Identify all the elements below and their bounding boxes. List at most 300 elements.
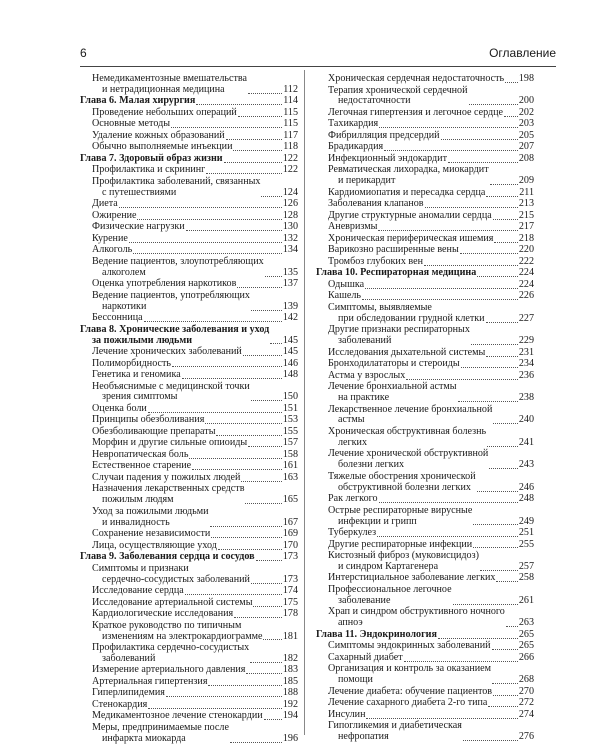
toc-page-number: 134: [282, 244, 298, 256]
toc-entry: [80, 484, 298, 506]
toc-entry-title: [92, 609, 233, 620]
toc-entry: [80, 142, 298, 153]
toc-entry-title-line: Хроническая сердечная недостаточность: [328, 73, 505, 84]
toc-entry: [80, 438, 298, 449]
toc-entry-title-line: Тяжелые обострения хронической: [328, 470, 476, 482]
toc-entry-title-line: обструктивной болезни легких: [338, 481, 471, 493]
toc-entry: [316, 359, 534, 370]
toc-leader-dots: [378, 230, 517, 231]
toc-entry: [80, 108, 298, 119]
toc-entry-title-line: Бронходилататоры и стероиды: [328, 358, 460, 370]
toc-page-number: 229: [518, 335, 534, 347]
toc-leader-dots: [473, 547, 518, 548]
toc-page-number: 231: [518, 346, 534, 358]
toc-entry-title-line: Профессиональное легочное: [328, 583, 452, 595]
toc-leader-dots: [234, 617, 282, 618]
toc-entry-title-line: Физические нагрузки: [92, 221, 185, 233]
toc-entry-title-line: Обезболивающие препараты: [92, 425, 216, 437]
toc-page-number: 211: [519, 186, 534, 198]
toc-entry-title-line: Исследования дыхательной системы: [328, 346, 486, 358]
toc-page-number: 257: [518, 560, 534, 572]
toc-entry: [80, 404, 298, 415]
toc-entry-title-line: Инфекционный эндокардит: [328, 152, 447, 164]
toc-leader-dots: [226, 139, 283, 140]
toc-page-number: 192: [282, 698, 298, 710]
toc-leader-dots: [250, 662, 282, 663]
toc-entry: [80, 461, 298, 472]
toc-entry-title-line: Другие признаки респираторных: [328, 324, 470, 336]
toc-page-number: 118: [283, 141, 298, 153]
toc-page-number: 274: [518, 708, 534, 720]
toc-page-number: 145: [282, 334, 298, 346]
toc-entry-title: [92, 461, 191, 472]
toc-entry-title-line: Глава 8. Хронические заболевания и уход: [80, 323, 270, 335]
toc-entry-title: [328, 506, 472, 528]
toc-entry-title: [328, 211, 492, 222]
toc-entry-title: [92, 211, 136, 222]
toc-entry-title: [328, 348, 485, 359]
toc-leader-dots: [487, 446, 518, 447]
toc-leader-dots: [166, 696, 282, 697]
toc-page-number: 115: [283, 118, 298, 130]
toc-entry-title-line: Профилактика и скрининг: [92, 164, 206, 176]
toc-entry-title: [328, 291, 361, 302]
toc-entry-title-line: Сохранение независимости: [92, 528, 211, 540]
toc-entry-title-line: легких: [338, 436, 368, 448]
toc-leader-dots: [492, 683, 518, 684]
toc-leader-dots: [211, 537, 282, 538]
toc-entry-title: [92, 450, 188, 461]
toc-entry: [80, 119, 298, 130]
toc-page-number: 169: [282, 528, 298, 540]
toc-page-number: 270: [518, 685, 534, 697]
toc-entry: [80, 370, 298, 381]
toc-entry-title-line: с путешествиями: [102, 186, 177, 198]
toc-page-number: 112: [283, 83, 298, 95]
toc-entry: [80, 665, 298, 676]
toc-entry-title-line: Проведение небольших операций: [92, 106, 237, 118]
toc-entry-title-line: Хроническая обструктивная болезнь: [328, 425, 487, 437]
toc-leader-dots: [133, 253, 282, 254]
toc-page-number: 255: [518, 538, 534, 550]
toc-entry-title: [92, 370, 181, 381]
toc-entry-title: [328, 721, 462, 743]
toc-entry-title-line: Гипогликемия и диабетическая: [328, 720, 462, 732]
toc-entry: [316, 687, 534, 698]
toc-entry-title-line: Легочная гипертензия и легочное сердце: [328, 106, 504, 118]
toc-page-number: 241: [518, 436, 534, 448]
toc-page-number: 185: [282, 675, 298, 687]
toc-leader-dots: [469, 104, 518, 105]
toc-page-number: 205: [518, 129, 534, 141]
toc-entry-title: [316, 630, 437, 641]
toc-entry-title-line: Лечение хронических заболеваний: [92, 346, 242, 358]
toc-entry-title-line: астмы: [338, 414, 365, 426]
toc-entry-title: [92, 586, 184, 597]
toc-page-number: 196: [282, 732, 298, 744]
toc-entry-title-line: Оценка боли: [92, 402, 147, 414]
toc-page-number: 183: [282, 664, 298, 676]
toc-entry: [316, 721, 534, 743]
toc-entry: [316, 222, 534, 233]
toc-entry: [80, 257, 298, 279]
toc-leader-dots: [377, 536, 518, 537]
toc-entry-title-line: Ведение пациентов, злоупотребляющих: [92, 255, 264, 267]
toc-entry-title-line: Измерение артериального давления: [92, 664, 246, 676]
toc-chapter-entry: [80, 154, 298, 165]
toc-page-number: 236: [518, 369, 534, 381]
toc-entry: [316, 234, 534, 245]
toc-entry-title-line: Варикозно расширенные вены: [328, 244, 459, 256]
toc-entry-title: [328, 142, 383, 153]
toc-leader-dots: [493, 423, 518, 424]
toc-leader-dots: [208, 685, 281, 686]
toc-leader-dots: [216, 435, 281, 436]
toc-entry-title: [92, 279, 236, 290]
toc-entry: [316, 472, 534, 494]
toc-entry: [80, 529, 298, 540]
toc-page-number: 142: [282, 312, 298, 324]
toc-entry: [316, 405, 534, 427]
toc-entry: [80, 688, 298, 699]
toc-entry: [316, 325, 534, 347]
toc-entry: [316, 188, 534, 199]
toc-entry-title-line: Случаи падения у пожилых людей: [92, 471, 241, 483]
toc-page-number: 222: [518, 255, 534, 267]
toc-entry-title-line: Фибрилляция предсердий: [328, 129, 440, 141]
toc-entry-title-line: инфаркта миокарда: [102, 732, 186, 744]
toc-entry-title: [328, 653, 403, 664]
toc-leader-dots: [425, 207, 518, 208]
toc-entry-title-line: Брадикардия: [328, 141, 384, 153]
toc-page-number: 165: [282, 494, 298, 506]
toc-page-number: 243: [518, 459, 534, 471]
toc-entry-title-line: Стенокардия: [92, 698, 148, 710]
toc-entry-title-line: Невропатическая боль: [92, 448, 189, 460]
toc-entry-title: [92, 222, 185, 233]
toc-leader-dots: [205, 423, 282, 424]
toc-page-number: 218: [518, 232, 534, 244]
toc-entry: [80, 711, 298, 722]
toc-entry: [316, 257, 534, 268]
toc-page-number: 234: [518, 358, 534, 370]
toc-entry: [80, 199, 298, 210]
toc-page-number: 122: [282, 164, 298, 176]
toc-page-number: 173: [282, 573, 298, 585]
toc-page-number: 268: [518, 674, 534, 686]
toc-entry-title: [328, 687, 492, 698]
toc-entry: [80, 450, 298, 461]
toc-entry-title-line: Лекарственное лечение бронхиальной: [328, 403, 493, 415]
toc-entry: [316, 142, 534, 153]
toc-entry-title-line: заболеваний: [338, 335, 392, 347]
toc-entry-title-line: за пожилыми людьми: [92, 334, 193, 346]
toc-leader-dots: [494, 242, 517, 243]
toc-leader-dots: [245, 503, 281, 504]
toc-page-number: 265: [518, 628, 534, 640]
toc-entry-title: [328, 257, 423, 268]
toc-page-number: 182: [282, 652, 298, 664]
toc-entry: [80, 131, 298, 142]
toc-leader-dots: [441, 139, 518, 140]
toc-page-number: 145: [282, 346, 298, 358]
toc-entry-title: [328, 405, 492, 427]
toc-page-number: 126: [282, 198, 298, 210]
toc-page-number: 226: [518, 290, 534, 302]
toc-leader-dots: [493, 219, 518, 220]
toc-leader-dots: [129, 242, 282, 243]
toc-leader-dots: [137, 219, 281, 220]
toc-entry-title-line: Профилактика заболеваний, связанных: [92, 175, 261, 187]
toc-page-number: 173: [282, 551, 298, 563]
toc-entry-title-line: Меры, предпринимаемые после: [92, 721, 229, 733]
toc-leader-dots: [473, 524, 518, 525]
toc-entry: [316, 154, 534, 165]
toc-leader-dots: [224, 162, 282, 163]
toc-entry-title-line: Рак легкого: [328, 493, 378, 505]
toc-entry-title-line: Основные методы: [92, 118, 170, 130]
toc-leader-dots: [263, 639, 281, 640]
toc-leader-dots: [251, 583, 282, 584]
toc-leader-dots: [192, 469, 282, 470]
toc-page-number: 263: [518, 617, 534, 629]
toc-leader-dots: [261, 196, 281, 197]
toc-entry-title: [328, 698, 487, 709]
toc-entry: [80, 700, 298, 711]
toc-left-column: [80, 74, 298, 745]
toc-entry-title-line: сердечно-сосудистых заболеваний: [102, 573, 250, 585]
toc-page-number: 213: [518, 198, 534, 210]
toc-leader-dots: [248, 93, 282, 94]
toc-entry-title-line: Инсулин: [328, 708, 366, 720]
toc-leader-dots: [362, 299, 518, 300]
toc-leader-dots: [496, 581, 517, 582]
toc-entry-title-line: Полиморбидность: [92, 357, 171, 369]
toc-page-number: 224: [518, 267, 534, 279]
toc-entry-title-line: зрения симптомы: [102, 391, 178, 403]
toc-entry: [316, 165, 534, 187]
toc-leader-dots: [144, 321, 282, 322]
toc-entry-title: [92, 108, 237, 119]
toc-entry-title: [80, 96, 195, 107]
toc-entry-title-line: Организация и контроль за оказанием: [328, 663, 492, 675]
toc-entry-title: [328, 131, 440, 142]
toc-entry-title-line: Назначения лекарственных средств: [92, 483, 245, 495]
toc-entry-title: [80, 154, 223, 165]
toc-entry: [80, 222, 298, 233]
toc-entry-title: [92, 665, 245, 676]
toc-entry-title-line: Алкоголь: [92, 244, 133, 256]
toc-page-number: 258: [518, 572, 534, 584]
toc-entry-title: [92, 529, 210, 540]
toc-entry-title-line: Другие респираторные инфекции: [328, 538, 473, 550]
toc-entry: [80, 359, 298, 370]
toc-leader-dots: [489, 468, 518, 469]
toc-entry-title-line: Бессонница: [92, 312, 143, 324]
toc-entry-title: [328, 245, 459, 256]
toc-page-number: 128: [282, 209, 298, 221]
toc-entry-title: [328, 540, 472, 551]
toc-entry-title-line: Глава 11. Эндокринология: [316, 628, 437, 640]
toc-page-number: 220: [518, 244, 534, 256]
toc-chapter-entry: [316, 630, 534, 641]
toc-entry-title: [92, 382, 250, 404]
toc-entry-title: [328, 528, 376, 539]
toc-page-number: 137: [282, 278, 298, 290]
toc-entry-title-line: и перикардит: [338, 175, 396, 187]
toc-entry: [316, 573, 534, 584]
toc-entry-title-line: Лечение диабета: обучение пациентов: [328, 685, 493, 697]
toc-leader-dots: [206, 173, 282, 174]
toc-entry-title-line: Профилактика сердечно-сосудистых: [92, 642, 250, 654]
toc-entry-title: [92, 234, 128, 245]
toc-leader-dots: [424, 265, 518, 266]
toc-leader-dots: [453, 604, 518, 605]
toc-entry: [80, 234, 298, 245]
toc-page-number: 150: [282, 391, 298, 403]
toc-entry-title-line: Исследование сердца: [92, 585, 184, 597]
page-number: 6: [80, 46, 87, 60]
toc-entry: [316, 211, 534, 222]
toc-entry-title-line: помощи: [338, 674, 373, 686]
toc-entry-title-line: Лечение сахарного диабета 2-го типа: [328, 697, 488, 709]
toc-entry-title-line: Удаление кожных образований: [92, 129, 225, 141]
toc-right-column: [316, 74, 534, 744]
toc-entry-title: [92, 119, 170, 130]
toc-page-number: 146: [282, 357, 298, 369]
toc-entry: [316, 119, 534, 130]
toc-entry-title-line: Глава 10. Респираторная медицина: [316, 267, 477, 279]
toc-leader-dots: [404, 661, 518, 662]
toc-leader-dots: [171, 127, 282, 128]
toc-entry: [316, 528, 534, 539]
toc-entry: [80, 621, 298, 643]
toc-page-number: 170: [282, 539, 298, 551]
toc-entry-title-line: Аневризмы: [328, 221, 378, 233]
toc-page-number: 158: [282, 448, 298, 460]
toc-leader-dots: [248, 446, 282, 447]
toc-leader-dots: [210, 526, 282, 527]
toc-entry-title-line: Диета: [92, 198, 118, 210]
toc-entry-title: [92, 199, 118, 210]
toc-entry: [316, 607, 534, 629]
toc-leader-dots: [218, 549, 282, 550]
toc-page-number: 248: [518, 493, 534, 505]
toc-page-number: 238: [518, 392, 534, 404]
toc-entry: [80, 415, 298, 426]
toc-entry-title: [316, 268, 476, 279]
toc-entry-title-line: болезни легких: [338, 459, 405, 471]
toc-entry: [316, 551, 534, 573]
toc-entry-title: [92, 74, 247, 96]
toc-entry-title: [92, 359, 171, 370]
toc-entry-title-line: Симптомы и признаки: [92, 562, 189, 574]
toc-entry-title: [92, 347, 242, 358]
toc-entry: [316, 641, 534, 652]
toc-leader-dots: [448, 162, 518, 163]
toc-entry: [80, 723, 298, 745]
toc-entry-title: [328, 427, 486, 449]
toc-leader-dots: [251, 400, 282, 401]
toc-entry-title: [92, 473, 240, 484]
toc-chapter-entry: [80, 96, 298, 107]
toc-entry: [80, 507, 298, 529]
toc-entry-title-line: Ожирение: [92, 209, 137, 221]
toc-entry-title: [80, 552, 255, 563]
toc-entry-title-line: наркотики: [102, 300, 147, 312]
toc-leader-dots: [148, 708, 282, 709]
toc-page-number: 261: [518, 594, 534, 606]
toc-leader-dots: [185, 594, 282, 595]
toc-entry-title-line: нефропатия: [338, 731, 389, 743]
toc-entry-title: [328, 325, 470, 347]
toc-entry-title-line: Заболевания клапанов: [328, 198, 424, 210]
toc-page-number: 178: [282, 608, 298, 620]
toc-leader-dots: [463, 740, 518, 741]
toc-entry-title-line: Принципы обезболивания: [92, 414, 205, 426]
toc-page-number: 181: [282, 630, 298, 642]
toc-entry: [316, 710, 534, 721]
toc-entry-title-line: Тахикардия: [328, 118, 379, 130]
toc-entry: [80, 165, 298, 176]
toc-entry-title-line: Ведение пациентов, употребляющих: [92, 289, 250, 301]
toc-leader-dots: [505, 82, 518, 83]
toc-entry: [316, 540, 534, 551]
toc-entry-title-line: Кашель: [328, 290, 361, 302]
toc-entry-title: [92, 257, 264, 279]
column-divider: [304, 70, 305, 735]
toc-leader-dots: [243, 355, 282, 356]
toc-entry-title: [328, 472, 476, 494]
toc-entry-title: [92, 131, 225, 142]
toc-page-number: 198: [518, 73, 534, 84]
toc-entry: [316, 245, 534, 256]
toc-entry-title-line: апноэ: [338, 617, 363, 629]
toc-page-number: 174: [282, 585, 298, 597]
toc-entry: [316, 348, 534, 359]
toc-entry-title-line: и синдром Картагенера: [338, 560, 439, 572]
toc-entry-title: [328, 108, 503, 119]
toc-entry-title: [92, 404, 147, 415]
toc-entry-title: [328, 607, 505, 629]
toc-page-number: 124: [282, 186, 298, 198]
toc-leader-dots: [438, 638, 518, 639]
toc-entry-title-line: Артериальная гипертензия: [92, 675, 208, 687]
page-header: [80, 44, 556, 67]
toc-leader-dots: [270, 343, 282, 344]
toc-leader-dots: [458, 401, 518, 402]
toc-entry-title: [92, 598, 252, 609]
toc-page-number: 194: [282, 710, 298, 722]
toc-entry-title: [328, 585, 452, 607]
toc-page-number: 153: [282, 414, 298, 426]
toc-leader-dots: [379, 127, 518, 128]
toc-entry: [316, 653, 534, 664]
toc-entry: [316, 280, 534, 291]
toc-leader-dots: [148, 412, 282, 413]
toc-entry-title: [328, 119, 378, 130]
toc-entry-title-line: Гиперлипидемия: [92, 687, 165, 699]
toc-leader-dots: [490, 184, 518, 185]
toc-entry-title: [328, 86, 468, 108]
toc-entry-title-line: Немедикаментозные вмешательства: [92, 73, 248, 84]
toc-entry-title: [92, 564, 250, 586]
toc-entry: [316, 291, 534, 302]
toc-entry-title: [92, 484, 244, 506]
toc-leader-dots: [189, 458, 281, 459]
toc-entry: [80, 291, 298, 313]
toc-leader-dots: [504, 116, 518, 117]
